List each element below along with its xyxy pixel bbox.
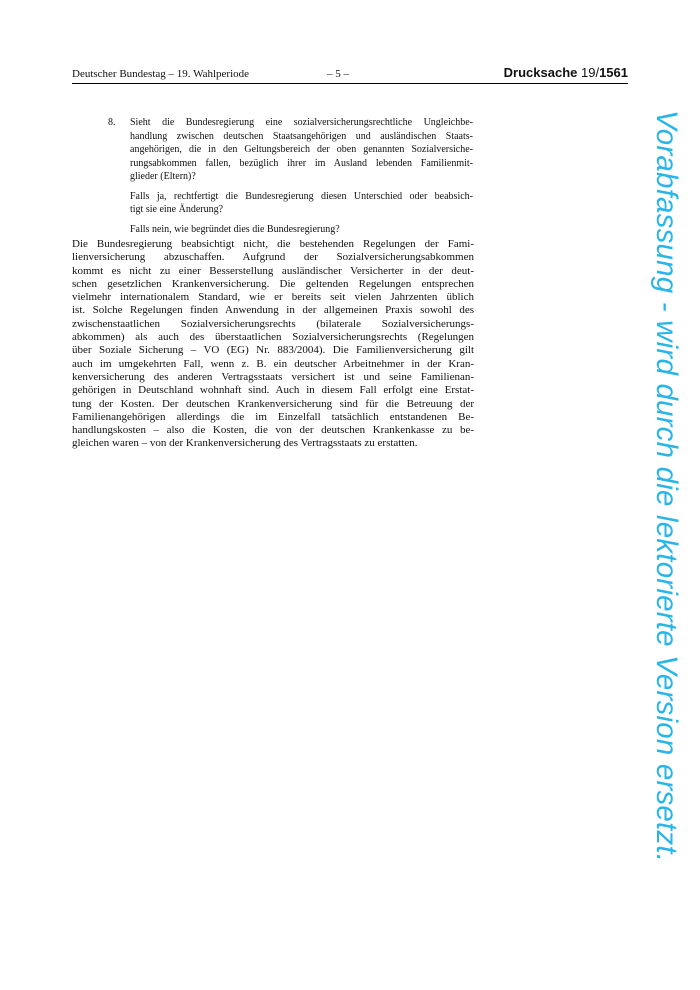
question-block — [109, 116, 473, 242]
answer-line: kommt es nicht zu einer Besserstellung ausländischer Versicherter in der deut- — [72, 264, 474, 277]
question-line: angehörigen, die in den Geltungsbereich der oben genannten Sozialversiche- — [130, 144, 473, 155]
question-followup-2 — [130, 223, 473, 237]
answer-line: auch im umgekehrten Fall, wenn z. B. ein deutscher Arbeitnehmer in der Kran- — [72, 357, 474, 370]
question-line: handlung zwischen deutschen Staatsangehörigen und ausländischen Staats- — [130, 130, 473, 142]
question-line: rungsabkommen fallen, bezüglich ihrer im Ausland lebenden Familienmit- — [130, 157, 473, 169]
answer-line: Die Bundesregierung beabsichtigt nicht, die bestehenden Regelungen der Fami- — [72, 238, 474, 250]
answer-line: schen gesetzlichen Krankenversicherung. Die geltenden Regelungen entsprechen — [72, 277, 474, 290]
answer-line: Familienangehörigen allerdings die im Einzelfall tatsächlich entstandenen Be- — [72, 410, 474, 423]
watermark-text: Vorabfassung - wird durch die lektorierte Version ersetzt. — [650, 110, 683, 863]
question-line: Falls ja, rechtfertigt die Bundesregierung diesen Unterschied oder beabsich- — [130, 190, 473, 202]
doc-number-prefix: 19/ — [581, 65, 600, 80]
draft-watermark — [646, 110, 686, 905]
question-line: glieder (Eltern)? — [130, 171, 196, 182]
answer-line: zwischenstaatlichen Sozialversicherungsrechts (bilaterale Sozialversicherungs- — [72, 317, 474, 330]
answer-line: lienversicherung abzuschaffen. Aufgrund der Sozialversicherungsabkommen — [72, 251, 474, 264]
answer-line: abkommen) als auch des überstaatlichen Sozialversicherungsrechts (Regelungen — [72, 331, 474, 344]
answer-line: kenversicherung des anderen Vertragsstaats versichert ist und seine Familienan- — [72, 370, 474, 383]
answer-line: tung der Kosten. Der deutschen Krankenversicherung sind für die Betreuung der — [72, 397, 474, 410]
answer-line: gehörigen in Deutschland wohnhaft sind. Auch in diesem Fall erfolgt eine Erstat- — [72, 384, 474, 397]
answer-line: über Soziale Sicherung – VO (EG) Nr. 883/2004). Die Familienversicherung gilt — [72, 344, 474, 357]
question-line: Falls nein, wie begründet dies die Bundesregierung? — [130, 223, 340, 235]
question-text — [130, 116, 473, 184]
question-line: tigt sie eine Änderung? — [130, 204, 224, 215]
document-number — [504, 65, 628, 81]
answer-line: gleichen waren – von der Krankenversicherung des Vertragsstaats zu erstatten. — [72, 437, 418, 450]
parliament-period: Deutscher Bundestag – 19. Wahlperiode — [72, 68, 250, 80]
question-followup-1 — [130, 190, 473, 217]
answer-paragraph — [72, 238, 474, 451]
page-number: – 5 – — [327, 68, 349, 80]
page-header — [72, 67, 628, 84]
question-line: Sieht die Bundesregierung eine sozialversicherungsrechtliche Ungleichbe- — [130, 117, 473, 128]
answer-line: ist. Solche Regelungen finden Anwendung in der allgemeinen Praxis sowohl des — [72, 304, 474, 317]
doc-number-value: 1561 — [599, 65, 628, 80]
doc-label: Drucksache — [503, 65, 578, 80]
answer-line: handlungskosten – also die Kosten, die von der deutschen Krankenkasse zu be- — [72, 424, 474, 437]
answer-line: vielmehr internationalem Standard, wie er bereits seit vielen Jahrzenten üblich — [72, 291, 474, 304]
question-number: 8. — [108, 117, 116, 128]
